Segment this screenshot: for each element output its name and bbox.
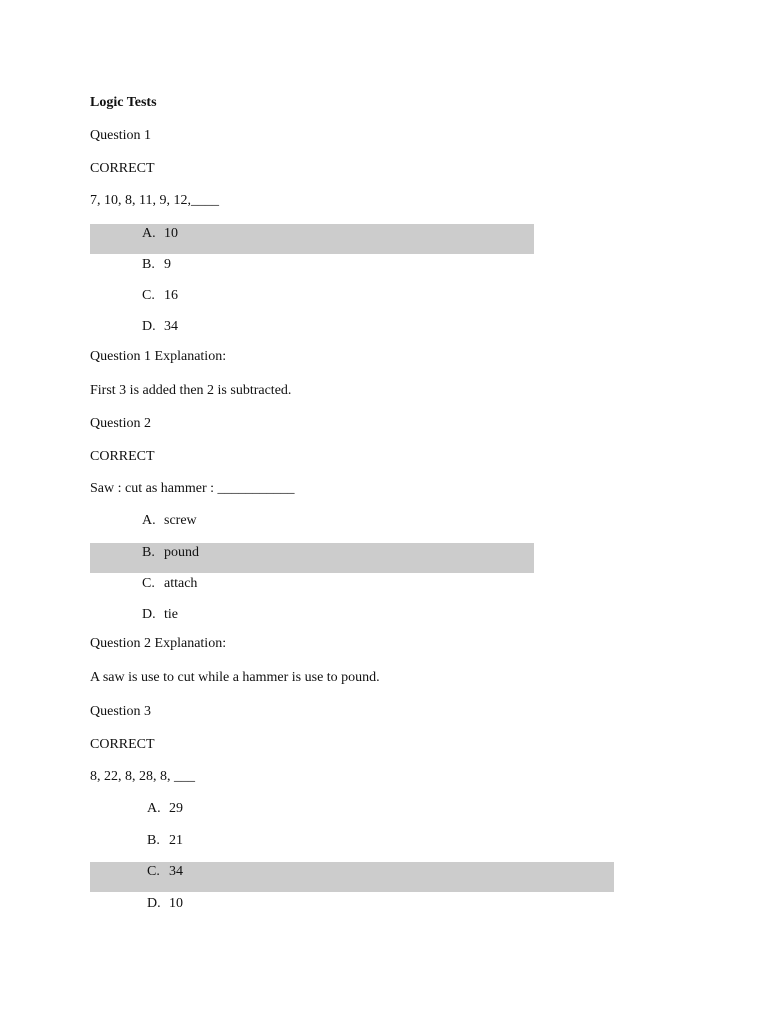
option-letter: B. [142, 257, 155, 272]
answer-option[interactable] [147, 800, 183, 818]
explanation-text: First 3 is added then 2 is subtracted. [90, 383, 292, 398]
option-letter: B. [147, 833, 160, 848]
answer-option[interactable] [147, 832, 183, 850]
option-letter: A. [147, 801, 161, 816]
option-text: 9 [164, 257, 171, 272]
option-text: 10 [169, 896, 183, 911]
option-letter: D. [142, 607, 156, 622]
answer-option[interactable] [142, 512, 197, 530]
option-text: attach [164, 576, 198, 591]
option-text: 16 [164, 288, 178, 303]
answer-option[interactable] [142, 225, 178, 243]
question-prompt: Saw : cut as hammer : ___________ [90, 481, 295, 496]
answer-option[interactable] [142, 287, 178, 305]
option-text: 34 [169, 864, 183, 879]
question-prompt: 7, 10, 8, 11, 9, 12,____ [90, 193, 219, 208]
answer-option[interactable] [147, 863, 183, 881]
option-letter: D. [147, 896, 161, 911]
answer-option[interactable] [142, 575, 197, 593]
option-text: screw [164, 513, 197, 528]
question-status: CORRECT [90, 161, 155, 176]
question-status: CORRECT [90, 737, 155, 752]
answer-option[interactable] [142, 544, 199, 562]
option-text: 21 [169, 833, 183, 848]
answer-option[interactable] [142, 606, 178, 624]
option-letter: D. [142, 319, 156, 334]
option-letter: A. [142, 513, 156, 528]
answer-option[interactable] [142, 318, 178, 336]
option-text: pound [164, 545, 199, 560]
option-text: tie [164, 607, 178, 622]
explanation-label: Question 2 Explanation: [90, 636, 227, 651]
question-prompt: 8, 22, 8, 28, 8, ___ [90, 769, 195, 784]
explanation-text: A saw is use to cut while a hammer is use to pound. [90, 670, 380, 685]
option-letter: C. [147, 864, 160, 879]
explanation-label: Question 1 Explanation: [90, 349, 227, 364]
question-label: Question 3 [90, 704, 152, 719]
option-letter: A. [142, 226, 156, 241]
answer-option[interactable] [142, 256, 171, 274]
answer-option[interactable] [147, 895, 183, 913]
option-letter: C. [142, 288, 155, 303]
option-text: 34 [164, 319, 178, 334]
option-letter: C. [142, 576, 155, 591]
question-label: Question 1 [90, 128, 152, 143]
option-text: 29 [169, 801, 183, 816]
question-label: Question 2 [90, 416, 152, 431]
page-title: Logic Tests [90, 95, 157, 110]
option-text: 10 [164, 226, 178, 241]
question-status: CORRECT [90, 449, 155, 464]
option-letter: B. [142, 545, 155, 560]
